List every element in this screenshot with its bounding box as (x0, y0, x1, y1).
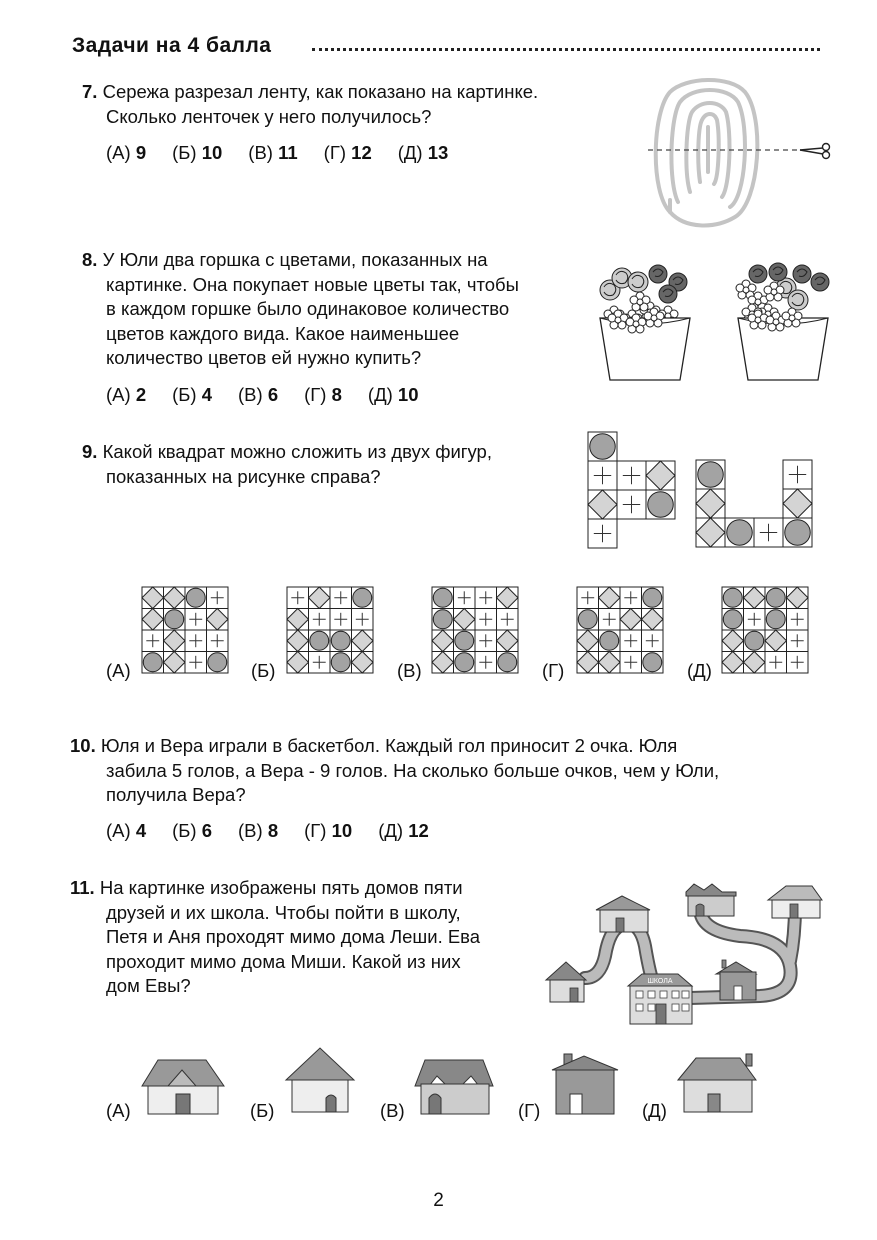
q9-label-a[interactable]: (А) (106, 660, 131, 681)
question-11-line4: проходит мимо дома Миши. Какой из них (106, 950, 461, 972)
q11-label-g[interactable]: (Г) (518, 1100, 541, 1121)
tile-circle (432, 587, 454, 609)
tile-diamond (164, 630, 186, 652)
q8-option-g[interactable]: (Г) 8 (304, 384, 342, 405)
q9-option-v-grid[interactable] (431, 586, 519, 674)
q9-label-g[interactable]: (Г) (542, 660, 565, 681)
q11-label-a[interactable]: (А) (106, 1100, 131, 1121)
tile-circle (497, 652, 519, 674)
map-house-top-right1 (686, 884, 736, 916)
tile-plus (475, 652, 497, 674)
tile-diamond (497, 630, 519, 652)
tile-plus (642, 630, 664, 652)
tile-plus (754, 518, 783, 547)
tile-diamond (164, 587, 186, 609)
map-school (628, 974, 692, 1024)
tile-plus (744, 609, 766, 631)
tile-plus (577, 587, 599, 609)
q9-option-g-grid[interactable] (576, 586, 664, 674)
question-9 (82, 440, 492, 489)
map-house-left (546, 962, 586, 1002)
question-7 (82, 80, 538, 129)
tile-circle (309, 630, 331, 652)
tile-diamond (287, 652, 309, 674)
tile-circle (142, 652, 164, 674)
tile-circle (642, 652, 664, 674)
tile-circle (207, 652, 229, 674)
tile-diamond (454, 609, 476, 631)
tile-plus (620, 587, 642, 609)
tile-plus (475, 587, 497, 609)
question-7-number: 7. (82, 81, 98, 102)
tile-circle (783, 518, 812, 547)
tile-diamond (642, 609, 664, 631)
tile-plus (617, 461, 646, 490)
tile-diamond (646, 461, 675, 490)
tile-diamond (765, 630, 787, 652)
ribbon-illustration (640, 72, 840, 232)
tile-circle (744, 630, 766, 652)
question-9-line2: показанных на рисунке справа? (106, 465, 381, 487)
tile-plus (588, 519, 617, 548)
q9-option-d-grid[interactable] (721, 586, 809, 674)
tile-diamond (352, 652, 374, 674)
tile-plus (620, 652, 642, 674)
tile-diamond (577, 652, 599, 674)
flower-pot-left (600, 265, 690, 380)
question-8-options (106, 384, 444, 406)
question-7-options (106, 142, 474, 164)
q11-label-b[interactable]: (Б) (250, 1100, 275, 1121)
question-8 (82, 248, 519, 371)
tile-diamond (309, 587, 331, 609)
tile-circle (588, 432, 617, 461)
q8-option-d[interactable]: (Д) 10 (367, 384, 419, 405)
tile-circle (725, 518, 754, 547)
school-label: ШКОЛА (647, 978, 673, 985)
question-10 (70, 734, 719, 808)
tile-diamond (588, 490, 617, 519)
tile-diamond (164, 652, 186, 674)
tile-plus (765, 652, 787, 674)
q9-label-b[interactable]: (Б) (251, 660, 276, 681)
q9-option-b-grid[interactable] (286, 586, 374, 674)
tile-plus (617, 490, 646, 519)
tile-plus (620, 630, 642, 652)
tile-plus (185, 652, 207, 674)
tile-diamond (599, 652, 621, 674)
map-house-top-mid (596, 896, 650, 932)
tile-plus (588, 461, 617, 490)
tile-plus (454, 587, 476, 609)
q9-label-d[interactable]: (Д) (687, 660, 712, 681)
tile-diamond (599, 587, 621, 609)
tile-circle (696, 460, 725, 489)
q11-label-d[interactable]: (Д) (642, 1100, 667, 1121)
tile-circle (454, 630, 476, 652)
tile-diamond (352, 630, 374, 652)
q9-option-a-grid[interactable] (141, 586, 229, 674)
q10-option-g[interactable]: (Г) 10 (304, 820, 353, 841)
tile-circle (722, 609, 744, 631)
question-8-line1: У Юли два горшка с цветами, показанных на (102, 249, 488, 270)
tile-circle (765, 609, 787, 631)
question-10-line2: забила 5 голов, а Вера - 9 голов. На сколько больше очков, чем у Юли, (106, 759, 720, 781)
q11-option-b-house[interactable] (284, 1046, 356, 1116)
question-7-line2: Сколько ленточек у него получилось? (106, 105, 432, 127)
tile-circle (646, 490, 675, 519)
page-number: 2 (433, 1190, 444, 1211)
question-9-number: 9. (82, 441, 98, 462)
tile-plus (497, 609, 519, 631)
tile-circle (765, 587, 787, 609)
tile-plus (287, 587, 309, 609)
tile-plus (185, 609, 207, 631)
q7-option-b[interactable]: (Б) 10 (172, 142, 223, 163)
q8-option-a[interactable]: (А) 2 (106, 384, 147, 405)
tile-diamond (287, 630, 309, 652)
header-dotted-line (312, 48, 820, 51)
q8-option-v[interactable]: (В) 6 (238, 384, 279, 405)
tile-circle (352, 587, 374, 609)
q11-label-v[interactable]: (В) (380, 1100, 405, 1121)
tile-diamond (432, 630, 454, 652)
tile-circle (599, 630, 621, 652)
tile-plus (787, 630, 809, 652)
question-11-line2: друзей и их школа. Чтобы пойти в школу, (106, 901, 461, 923)
flower-pots-illustration (588, 258, 838, 388)
question-8-line5: количество цветов ей нужно купить? (106, 347, 422, 368)
q10-option-a[interactable]: (А) 4 (106, 820, 147, 841)
tile-plus (330, 609, 352, 631)
tile-circle (722, 587, 744, 609)
tile-plus (475, 630, 497, 652)
tile-plus (787, 652, 809, 674)
tile-plus (309, 652, 331, 674)
q7-option-g[interactable]: (Г) 12 (323, 142, 372, 163)
flower-pot-right (736, 263, 829, 380)
tile-plus (475, 609, 497, 631)
tile-plus (185, 630, 207, 652)
tile-circle (577, 609, 599, 631)
tile-plus (352, 609, 374, 631)
q7-option-d[interactable]: (Д) 13 (397, 142, 449, 163)
q11-map-illustration (540, 876, 840, 1032)
question-11 (70, 876, 480, 999)
question-10-line1: Юля и Вера играли в баскетбол. Каждый гол приносит 2 очка. Юля (100, 735, 678, 756)
question-11-number: 11. (70, 877, 95, 898)
tile-diamond (783, 489, 812, 518)
tile-diamond (722, 652, 744, 674)
q9-label-v[interactable]: (В) (397, 660, 422, 681)
section-title: Задачи на 4 балла (72, 34, 272, 57)
tile-diamond (142, 587, 164, 609)
q10-option-d[interactable]: (Д) 12 (378, 820, 429, 841)
tile-plus (207, 587, 229, 609)
tile-diamond (287, 609, 309, 631)
tile-plus (787, 609, 809, 631)
q11-option-v-house[interactable] (413, 1056, 495, 1118)
question-7-line1: Сережа разрезал ленту, как показано на картинке. (102, 81, 539, 102)
tile-circle (642, 587, 664, 609)
tile-circle (330, 652, 352, 674)
question-8-line3: в каждом горшке было одинаковое количество (106, 298, 510, 319)
tile-plus (142, 630, 164, 652)
map-house-mid-right (716, 960, 756, 1000)
tile-plus (207, 630, 229, 652)
question-8-number: 8. (82, 249, 98, 270)
tile-diamond (497, 587, 519, 609)
q11-option-g-house[interactable] (550, 1052, 620, 1118)
tile-circle (164, 609, 186, 631)
q11-option-d-house[interactable] (676, 1052, 758, 1116)
q7-option-v[interactable]: (В) 11 (248, 142, 298, 163)
question-11-line1: На картинке изображены пять домов пяти (99, 877, 463, 898)
question-10-number: 10. (70, 735, 96, 756)
tile-diamond (696, 489, 725, 518)
tile-circle (454, 652, 476, 674)
tile-diamond (722, 630, 744, 652)
tile-plus (599, 609, 621, 631)
tile-diamond (142, 609, 164, 631)
question-11-line5: дом Евы? (106, 975, 191, 996)
tile-diamond (696, 518, 725, 547)
map-house-top-right2 (768, 886, 822, 918)
q8-option-b[interactable]: (Б) 4 (172, 384, 213, 405)
tile-plus (330, 587, 352, 609)
tile-diamond (577, 630, 599, 652)
tile-diamond (432, 652, 454, 674)
q11-option-a-house[interactable] (140, 1056, 226, 1118)
tile-circle (330, 630, 352, 652)
tile-diamond (744, 652, 766, 674)
question-10-line3: получила Вера? (106, 784, 246, 805)
tile-diamond (787, 587, 809, 609)
question-8-line4: цветов каждого вида. Какое наименьшее (106, 322, 460, 344)
q10-option-v[interactable]: (В) 8 (238, 820, 279, 841)
q10-option-b[interactable]: (Б) 6 (172, 820, 213, 841)
scissors-icon (800, 144, 830, 159)
tile-plus (783, 460, 812, 489)
tile-circle (185, 587, 207, 609)
tile-circle (432, 609, 454, 631)
tile-diamond (620, 609, 642, 631)
question-8-line2: картинке. Она покупает новые цветы так, чтобы (106, 273, 519, 295)
question-11-line3: Петя и Аня проходят мимо дома Леши. Ева (106, 926, 481, 947)
q9-figures (586, 430, 826, 554)
question-10-options (106, 820, 455, 842)
tile-diamond (207, 609, 229, 631)
q7-option-a[interactable]: (А) 9 (106, 142, 147, 163)
tile-plus (309, 609, 331, 631)
tile-diamond (744, 587, 766, 609)
question-9-line1: Какой квадрат можно сложить из двух фигур, (102, 441, 492, 462)
